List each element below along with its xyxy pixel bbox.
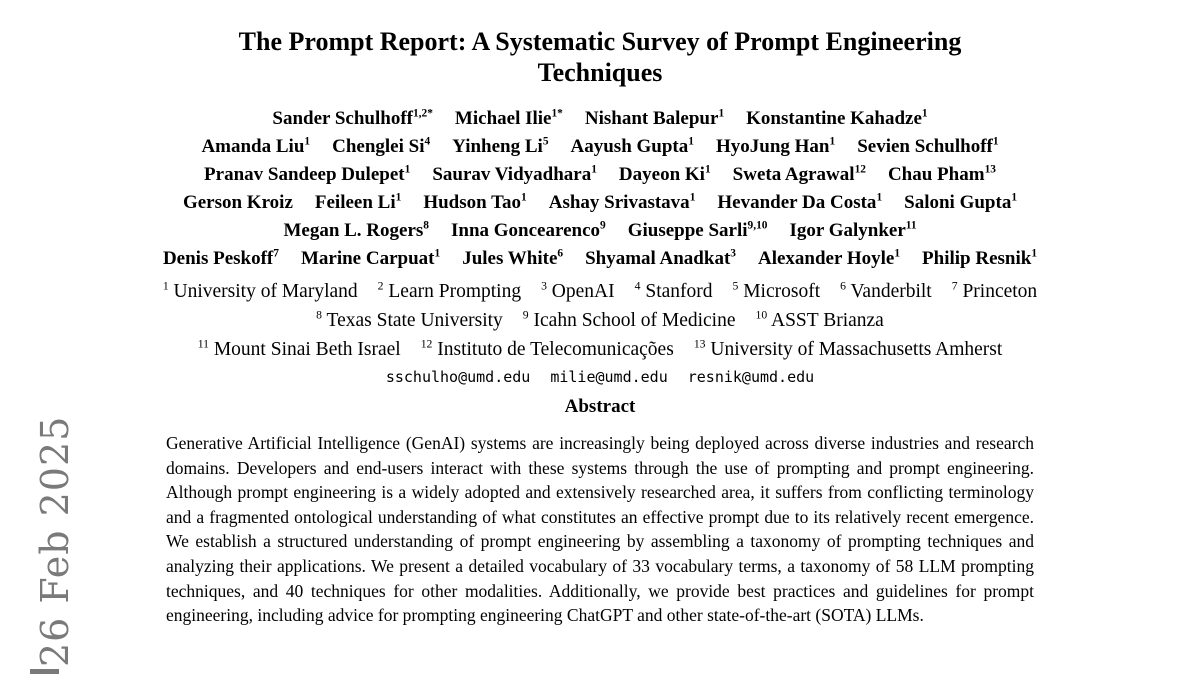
affiliation: $^2$ Learn Prompting: [377, 279, 522, 302]
author-name: Konstantine Kahadze$^1$: [746, 107, 928, 129]
author-superscript: 5: [542, 135, 549, 148]
affiliation: $^1$ University of Maryland: [162, 279, 358, 302]
paper-page: [0, 26, 1200, 674]
affiliation: $^7$ Princeton: [951, 279, 1038, 302]
author-name: Alexander Hoyle$^1$: [757, 247, 901, 269]
author-name: Chenglei Si$^4$: [332, 135, 431, 157]
author-superscript: 1: [304, 135, 311, 148]
author-name: Amanda Liu$^1$: [201, 135, 311, 157]
author-superscript: 1: [591, 163, 597, 176]
abstract-heading: Abstract: [564, 396, 636, 417]
author-name: Dayeon Ki$^1$: [618, 163, 711, 185]
author-name: Hudson Tao$^1$: [423, 191, 527, 213]
author-superscript: 1: [688, 135, 694, 148]
affiliation: $^9$ Icahn School of Medicine: [522, 308, 736, 331]
author-name: Marine Carpuat$^1$: [300, 247, 441, 269]
arxiv-watermark-fragment: [30, 669, 59, 674]
affiliation-superscript: 13: [693, 337, 706, 351]
affiliation-superscript: 3: [541, 279, 547, 293]
author-name: Chau Pham$^{13}$: [887, 163, 996, 185]
author-superscript: 3: [730, 247, 736, 260]
affiliation-block: [0, 277, 1200, 364]
author-superscript: 8: [423, 219, 429, 232]
abstract-text: Generative Artificial Intelligence (GenAI) systems are increasingly being deployed across diverse industries and research domains. Developers and end-users interact with these systems through the use of prompting and prompt engineering. Although prompt engineering is a widely adopted and extensively researched area, it suffers from conflicting terminology and a fragmented ontological understanding of what constitutes an effective prompt due to its relatively recent emergence. We establish a structured understanding of prompt engineering by assembling a taxonomy of prompting techniques and analyzing their applications. We present a detailed vocabulary of 33 vocabulary terms, a taxonomy of 58 LLM prompting techniques, and 40 techniques for other modalities. Additionally, we provide best practices and guidelines for prompt engineering, including advice for prompting engineering ChatGPT and other state-of-the-art (SOTA) LLMs.: [166, 433, 1034, 626]
affiliation-superscript: 2: [377, 279, 384, 293]
email-line: [0, 366, 1200, 388]
author-superscript: 1: [1031, 247, 1038, 260]
author-line: [0, 217, 1200, 245]
author-block: [0, 105, 1200, 273]
author-superscript: 1: [894, 247, 901, 260]
author-name: Nishant Balepur$^1$: [584, 107, 725, 129]
affiliation-line: [0, 335, 1200, 364]
title-line: Techniques: [537, 58, 663, 87]
email-address: resnik@umd.edu: [687, 368, 815, 386]
author-name: Sweta Agrawal$^{12}$: [732, 163, 866, 185]
author-name: Feileen Li$^1$: [314, 191, 402, 213]
author-superscript: 1: [395, 191, 402, 204]
author-superscript: 12: [854, 163, 866, 176]
affiliation: $^{10}$ ASST Brianza: [755, 308, 884, 331]
author-name: Gerson Kroiz: [182, 192, 293, 213]
affiliation-superscript: 5: [732, 279, 739, 293]
affiliation-superscript: 10: [755, 308, 768, 322]
arxiv-date-watermark: 26 Feb 2025: [33, 415, 77, 667]
author-superscript: 1: [829, 135, 836, 148]
author-superscript: 1: [718, 107, 725, 120]
author-superscript: 1: [921, 107, 928, 120]
author-name: Philip Resnik$^1$: [922, 247, 1038, 269]
author-name: Pranav Sandeep Dulepet$^1$: [204, 163, 411, 185]
author-line: [0, 189, 1200, 217]
author-name: Megan L. Rogers$^8$: [283, 219, 429, 241]
affiliation-superscript: 6: [840, 279, 846, 293]
paper-content: [0, 26, 1200, 628]
affiliation: $^8$ Texas State University: [316, 308, 503, 331]
paper-title: [0, 26, 1200, 88]
affiliation: $^{12}$ Instituto de Telecomunicações: [420, 337, 674, 360]
affiliation-superscript: 4: [634, 279, 641, 293]
affiliation-superscript: 9: [522, 308, 529, 322]
affiliation: $^{13}$ University of Massachusetts Amherst: [693, 337, 1003, 360]
author-superscript: 9: [600, 219, 606, 232]
author-superscript: 1: [1011, 191, 1018, 204]
affiliation-line: [0, 277, 1200, 306]
title-line: The Prompt Report: A Systematic Survey of Prompt Engineering: [238, 27, 962, 56]
author-superscript: 13: [984, 163, 996, 176]
author-name: Ashay Srivastava$^1$: [548, 191, 696, 213]
affiliation-line: [0, 306, 1200, 335]
author-name: Inna Goncearenco$^9$: [451, 219, 606, 241]
author-superscript: 6: [557, 247, 564, 260]
author-superscript: 1: [704, 163, 711, 176]
author-superscript: 1: [992, 135, 999, 148]
author-line: [0, 105, 1200, 133]
email-address: milie@umd.edu: [550, 368, 668, 386]
author-superscript: 9,10: [747, 219, 768, 232]
affiliation: $^4$ Stanford: [634, 279, 713, 302]
author-superscript: 11: [905, 219, 917, 232]
author-line: [0, 133, 1200, 161]
affiliation-superscript: 8: [316, 308, 322, 322]
author-line: [0, 245, 1200, 273]
email-address: sschulho@umd.edu: [385, 368, 531, 386]
author-name: Shyamal Anadkat$^3$: [585, 247, 736, 269]
author-name: Igor Galynker$^{11}$: [789, 219, 917, 241]
author-superscript: 1: [434, 247, 441, 260]
affiliation: $^6$ Vanderbilt: [840, 279, 932, 302]
affiliation-superscript: 12: [420, 337, 433, 351]
author-superscript: 4: [424, 135, 431, 148]
author-name: HyoJung Han$^1$: [715, 135, 836, 157]
author-superscript: 1: [404, 163, 411, 176]
author-superscript: 1: [521, 191, 527, 204]
author-superscript: 1: [689, 191, 696, 204]
author-name: Michael Ilie$^{1*}$: [454, 107, 563, 129]
author-name: Saurav Vidyadhara$^1$: [432, 163, 597, 185]
author-name: Saloni Gupta$^1$: [904, 191, 1018, 213]
affiliation-superscript: 11: [197, 337, 209, 351]
author-name: Giuseppe Sarli$^{9,10}$: [627, 219, 768, 241]
author-name: Sevien Schulhoff$^1$: [857, 135, 999, 157]
author-name: Yinheng Li$^5$: [452, 135, 549, 157]
author-name: Sander Schulhoff$^{1,2*}$: [272, 107, 433, 129]
affiliation-superscript: 1: [162, 279, 169, 293]
author-superscript: 1: [876, 191, 883, 204]
author-name: Denis Peskoff$^7$: [162, 247, 279, 269]
author-superscript: 7: [273, 247, 279, 260]
affiliation: $^{11}$ Mount Sinai Beth Israel: [197, 337, 401, 360]
affiliation-superscript: 7: [951, 279, 958, 293]
affiliation: $^3$ OpenAI: [541, 279, 615, 302]
author-superscript: 1*: [551, 107, 563, 120]
author-name: Jules White$^6$: [462, 247, 564, 269]
author-name: Aayush Gupta$^1$: [570, 135, 694, 157]
author-superscript: 1,2*: [412, 107, 433, 120]
author-name: Hevander Da Costa$^1$: [717, 191, 883, 213]
author-line: [0, 161, 1200, 189]
affiliation: $^5$ Microsoft: [732, 279, 821, 302]
